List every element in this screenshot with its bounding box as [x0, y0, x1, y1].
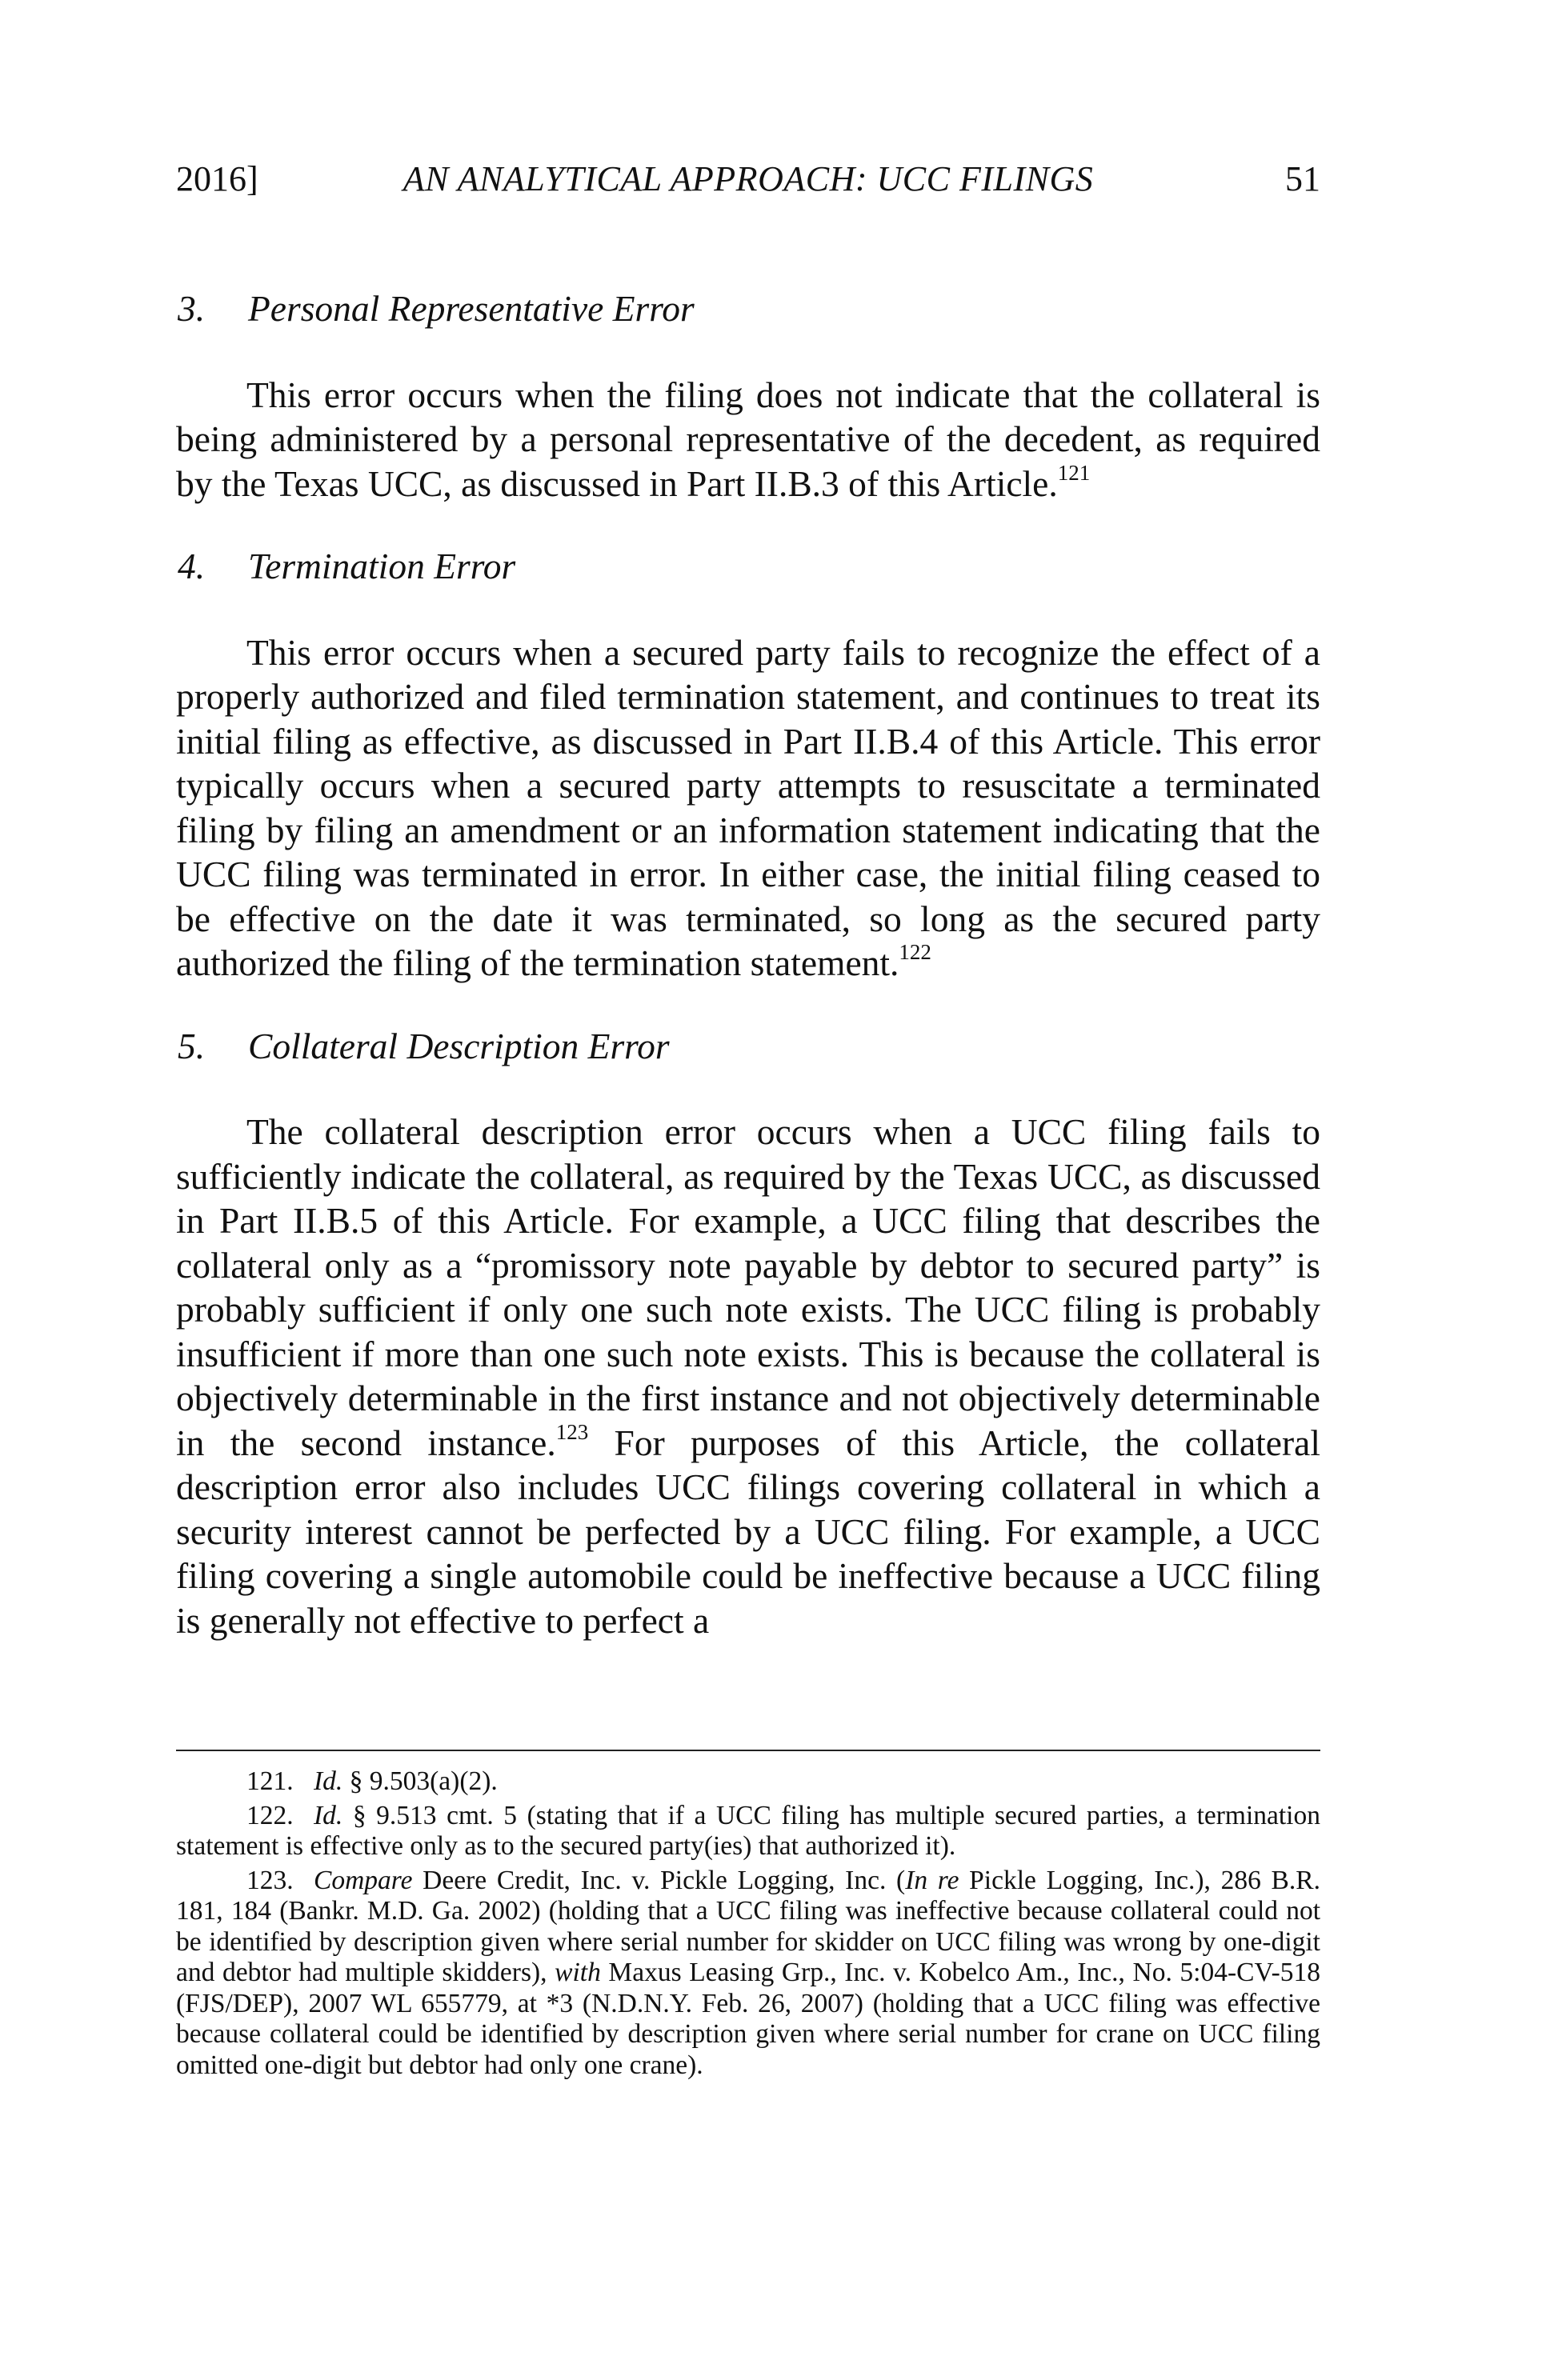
section-paragraph: [176, 630, 1320, 986]
footnote-number: 122.: [246, 1800, 294, 1830]
footnote-number: 121.: [246, 1766, 294, 1796]
footnote-reference: 122: [899, 940, 931, 964]
running-head: [176, 158, 1320, 206]
paragraph-text: This error occurs when the filing does not indicate that the collateral is being administered by a personal representative of the decedent, as required by the Texas UCC, as discussed in Part II.B.3 of this Article.: [176, 374, 1320, 504]
volume-year: 2016]: [176, 159, 258, 198]
section-paragraph: [176, 1110, 1320, 1642]
footnote-text: Maxus Leasing Grp., Inc. v. Kobelco Am., Inc., No. 5:04-CV-518 (FJS/DEP), 2007 WL 655779, at *3 (N.D.N.Y. Feb. 26, 2007) (holding that a UCC filing was effective because collateral could be identified by description given where serial number for crane on UCC filing omitted one-digit but debtor had only one crane).: [176, 1958, 1320, 2080]
footnote-divider: [176, 1750, 1320, 1751]
footnote-in-re: In re: [905, 1865, 959, 1895]
section-number: 3.: [178, 288, 206, 329]
section-heading-3: [176, 286, 1320, 331]
footnote-text: Pickle Logging, Inc.), 286 B.R. 181, 184 (Bankr. M.D. Ga. 2002) (holding that a UCC filing was ineffective because collateral could not be identified by description given where serial number for skidder on UCC filing was wrong by one-digit and debtor had multiple skidders),: [176, 1865, 1320, 1987]
footnote-reference: 123: [555, 1419, 589, 1444]
section-number: 5.: [178, 1025, 206, 1066]
footnote-text: § 9.513 cmt. 5 (stating that if a UCC filing has multiple secured parties, a termination statement is effective only as to the secured party(ies) that authorized it).: [176, 1800, 1320, 1861]
section-paragraph: [176, 373, 1320, 506]
footnote-number: 123.: [246, 1865, 294, 1895]
section-number: 4.: [178, 546, 206, 586]
paragraph-text: This error occurs when a secured party fails to recognize the effect of a properly authorized and filed termination statement, and continues to treat its initial filing as effective, as discussed in Part II.B.4 of this Article. This error typically occurs when a secured party attempts to resuscitate a terminated filing by filing an amendment or an information statement indicating that the UCC filing was terminated in error. In either case, the initial filing ceased to be effective on the date it was terminated, so long as the secured party authorized the filing of the termination statement.: [176, 631, 1320, 983]
section-heading-5: [176, 1024, 1320, 1069]
section-title: Termination Error: [248, 546, 516, 586]
running-title: AN ANALYTICAL APPROACH: UCC FILINGS: [403, 159, 1094, 198]
footnote-text: Deere Credit, Inc. v. Pickle Logging, Inc. (: [412, 1865, 906, 1895]
section-title: Collateral Description Error: [248, 1025, 670, 1066]
footnotes: [176, 1766, 1320, 2084]
section-heading-4: [176, 544, 1320, 589]
page-number: 51: [1285, 159, 1320, 198]
paragraph-text-continued: For purposes of this Article, the collateral description error also includes UCC filings covering collateral in which a security interest cannot be perfected by a UCC filing. For example, a UCC filing covering a single automobile could be ineffective because a UCC filing is generally not effective to perfect a: [176, 1422, 1320, 1641]
footnote-text: § 9.503(a)(2).: [342, 1766, 498, 1796]
footnote-121: [176, 1766, 1320, 1798]
footnote-123: [176, 1866, 1320, 2082]
footnote-id-signal: Id.: [314, 1800, 343, 1830]
footnote-with-signal: with: [555, 1958, 601, 1987]
section-title: Personal Representative Error: [248, 288, 695, 329]
paragraph-text: The collateral description error occurs when a UCC filing fails to sufficiently indicate the collateral, as required by the Texas UCC, as discussed in Part II.B.5 of this Article. For example, a UCC filing that describes the collateral only as a “promissory note payable by debtor to secured party” is probably sufficient if only one such note exists. The UCC filing is probably insufficient if more than one such note exists. This is because the collateral is objectively determinable in the first instance and not objectively determinable in the second instance.: [176, 1111, 1320, 1463]
footnote-122: [176, 1801, 1320, 1862]
footnote-reference: 121: [1057, 460, 1091, 485]
footnote-id-signal: Id.: [314, 1766, 343, 1796]
footnote-compare-signal: Compare: [314, 1865, 413, 1895]
body-text: [176, 286, 1320, 1642]
